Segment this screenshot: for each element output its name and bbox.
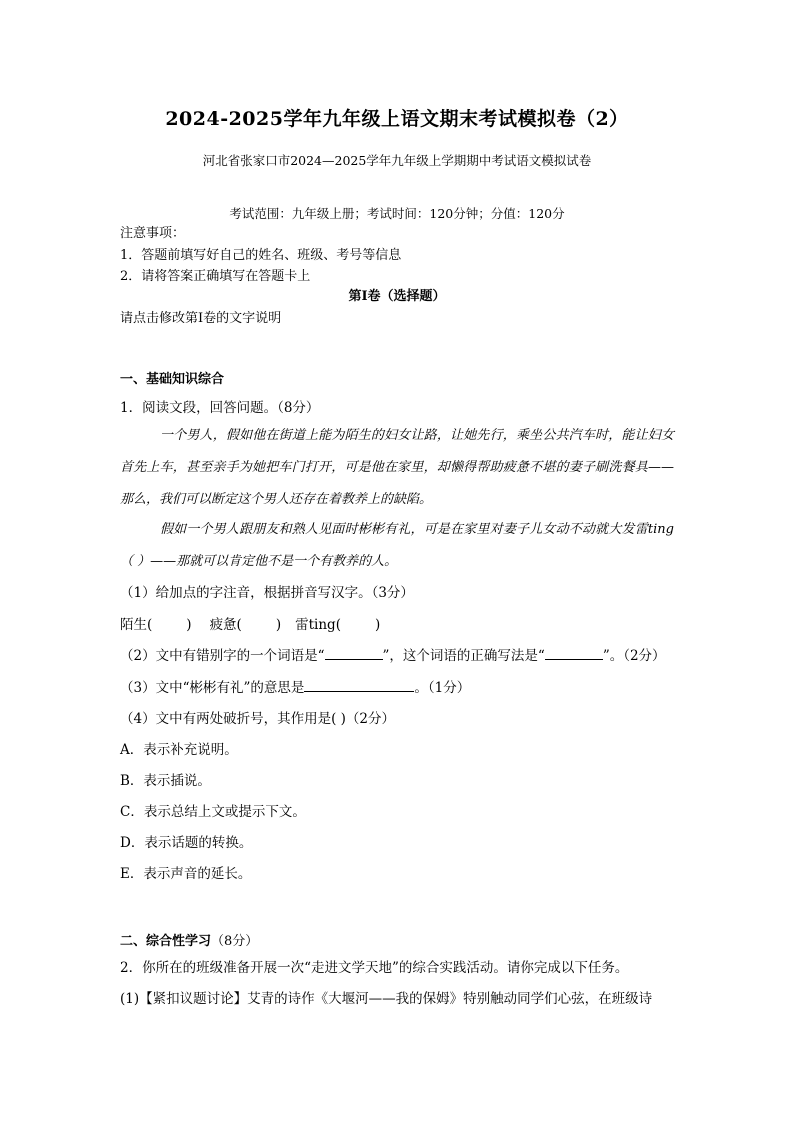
exam-title: 2024-2025学年九年级上语文期末考试模拟卷（2） [165, 108, 629, 130]
passage-line: ting（ ）——那就可以肯定他不是一个有教养的人。 [120, 522, 674, 569]
answer-label-3: 雷ting( [295, 617, 341, 633]
sub2-blank-wrong-word[interactable] [325, 659, 383, 660]
passage-line: 妇女首先上车，甚至亲手为她把车门打开，可是他在家里，却懒得帮助疲惫不堪的妻子刷洗 [120, 428, 674, 475]
answer-close-3: ) [374, 617, 381, 633]
notice-heading: 注意事项： [120, 226, 186, 241]
volume-note: 请点击修改第I卷的文字说明 [120, 311, 282, 326]
option-a: A．表示补充说明。 [120, 742, 238, 758]
section1-heading: 一、基础知识综合 [120, 372, 225, 387]
passage-line: 餐具——那么，我们可以断定这个男人还存在着教养上的缺陷。 [120, 460, 674, 507]
section2-heading-score: （8分） [211, 934, 259, 949]
sub2-text-c: ”。（2分） [602, 648, 666, 664]
section2-heading [120, 930, 258, 949]
sub3-text-b: 。（1分） [414, 680, 471, 696]
option-d: D．表示话题的转换。 [120, 835, 253, 851]
q2-sub1: (1)【紧扣议题讨论】艾青的诗作《大堰河——我的保姆》特别触动同学们心弦，在班级诗 [120, 991, 653, 1007]
sub2-blank-correct-word[interactable] [545, 659, 603, 660]
passage-paragraph-2 [120, 514, 674, 578]
answer-label-1: 陌生( [120, 617, 153, 633]
option-e: E．表示声音的延长。 [120, 866, 252, 882]
section2-heading-text: 二、综合性学习 [120, 934, 212, 949]
sub3-text-a: （3）文中“彬彬有礼”的意思是 [120, 680, 305, 696]
exam-subtitle: 河北省张家口市2024—2025学年九年级上学期期中考试语文模拟试卷 [202, 153, 592, 168]
q1-sub2 [120, 644, 666, 664]
answer-close-1: ) [186, 617, 192, 633]
sub2-text-a: （2）文中有错别字的一个词语是“ [120, 648, 325, 664]
answer-close-2: ) [275, 617, 282, 633]
sub2-text-b: ”，这个词语的正确写法是“ [382, 648, 545, 664]
sub3-blank[interactable] [304, 691, 414, 692]
option-b: B．表示插说。 [120, 773, 211, 789]
q1-sub1: （1）给加点的字注音，根据拼音写汉字。（3分） [120, 585, 414, 601]
q2-stem: 2．你所在的班级准备开展一次“走进文学天地”的综合实践活动。请你完成以下任务。 [120, 960, 629, 976]
passage-line: 一个男人，假如他在街道上能为陌生的妇女让路，让她先行，乘坐公共汽车时，能让 [160, 428, 648, 443]
volume-title: 第I卷（选择题） [348, 289, 446, 304]
option-c: C．表示总结上文或提示下文。 [120, 804, 306, 820]
q1-stem: 1．阅读文段，回答问题。（8分） [120, 400, 320, 416]
notice-item-1: 1．答题前填写好自己的姓名、班级、考号等信息 [120, 248, 402, 263]
passage-paragraph-1 [120, 420, 674, 516]
q1-sub1-answers [120, 613, 380, 633]
exam-info: 考试范围：九年级上册；考试时间：120分钟；分值：120分 [229, 206, 565, 221]
notice-item-2: 2．请将答案正确填写在答题卡上 [120, 269, 311, 284]
q1-sub4: （4）文中有两处破折号，其作用是( )（2分） [120, 711, 396, 727]
answer-label-2: 疲惫( [209, 617, 242, 633]
passage-line: 假如一个男人跟朋友和熟人见面时彬彬有礼，可是在家里对妻子儿女动不动就大发雷 [160, 522, 648, 537]
q1-sub3 [120, 676, 470, 696]
